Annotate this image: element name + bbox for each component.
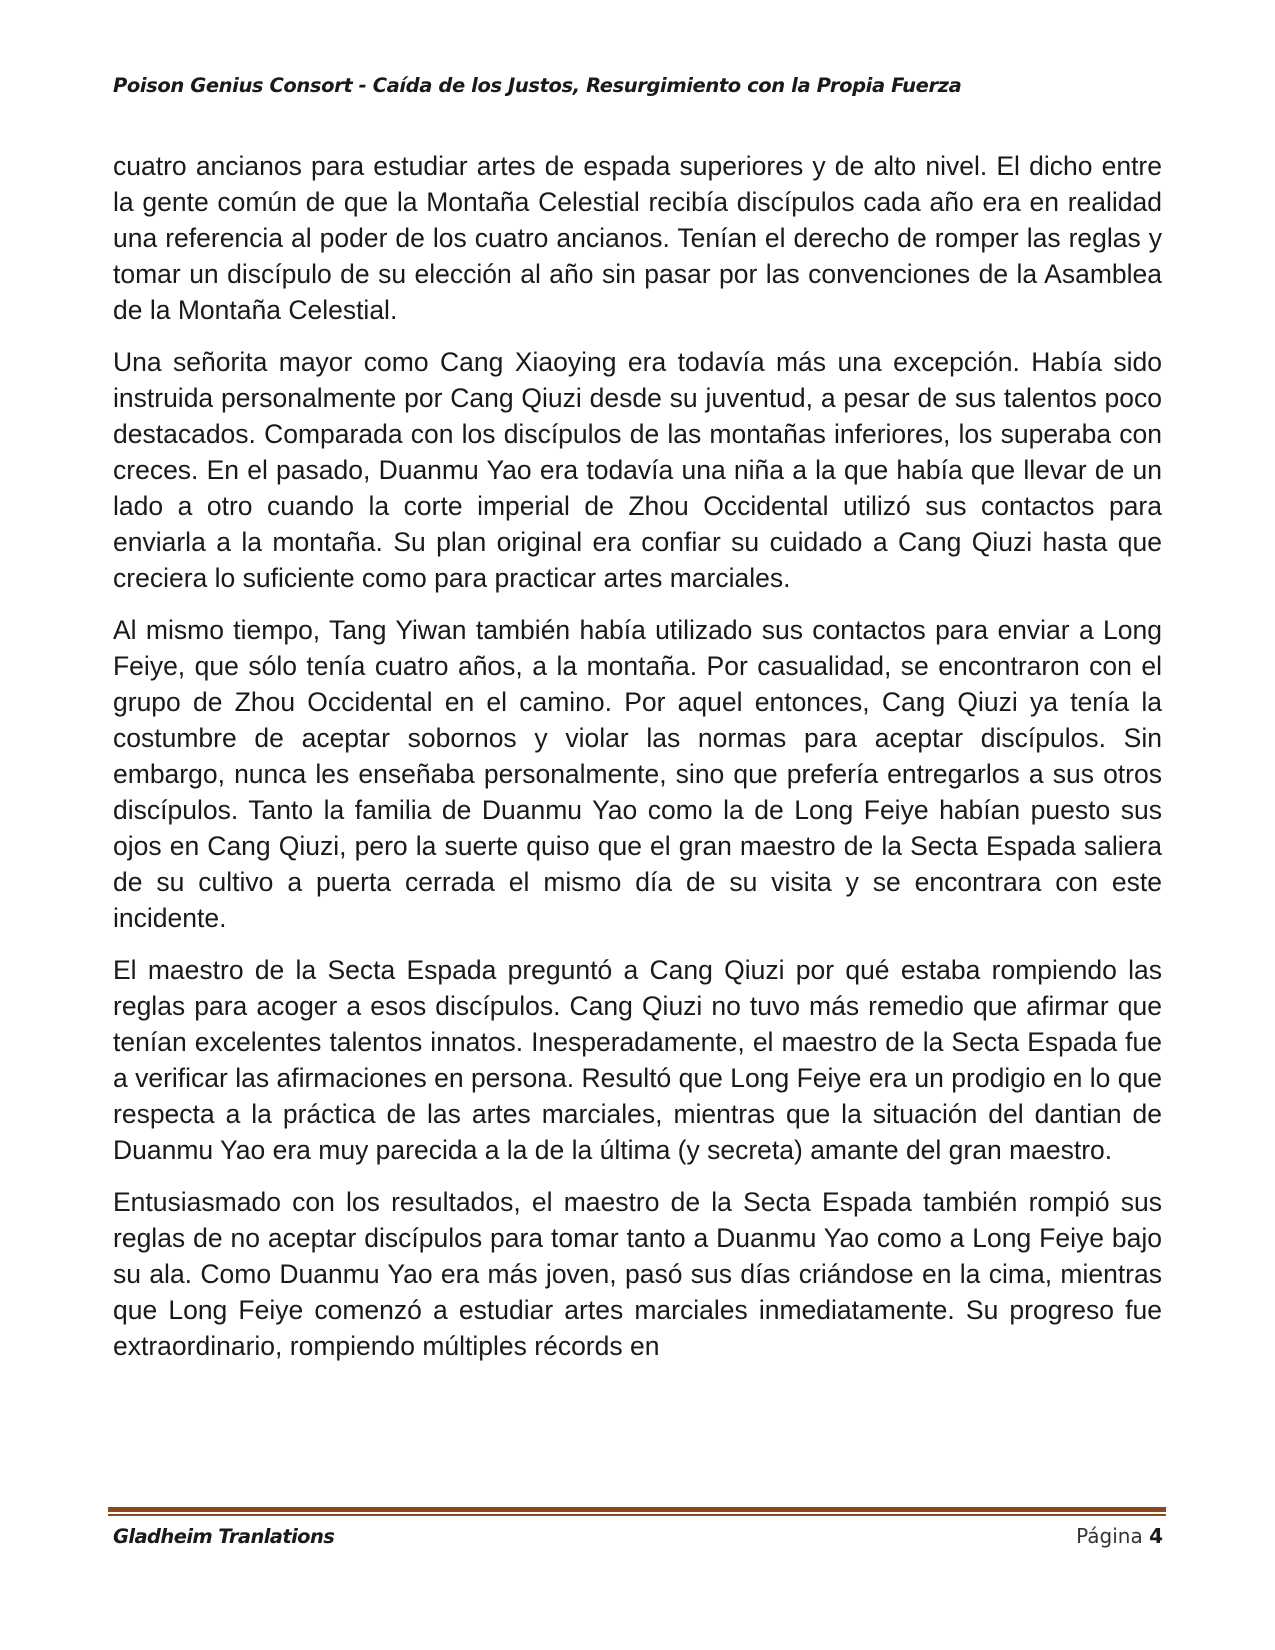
page-number-block xyxy=(1076,1524,1163,1548)
page-label: Página xyxy=(1076,1524,1143,1548)
paragraph: Una señorita mayor como Cang Xiaoying era todavía más una excepción. Había sido instruida personalmente por Cang Qiuzi desde su juventud, a pesar de sus talentos poco destacados. Comparada con los discípulos de las montañas inferiores, los superaba con creces. En el pasado, Duanmu Yao era todavía una niña a la que había que llevar de un lado a otro cuando la corte imperial de Zhou Occidental utilizó sus contactos para enviarla a la montaña. Su plan original era confiar su cuidado a Cang Qiuzi hasta que creciera lo suficiente como para practicar artes marciales. xyxy=(113,347,1162,593)
page-body xyxy=(113,148,1162,1380)
paragraph: El maestro de la Secta Espada preguntó a Cang Qiuzi por qué estaba rompiendo las reglas para acoger a esos discípulos. Cang Qiuzi no tuvo más remedio que afirmar que tenían excelentes talentos innatos. Inesperadamente, el maestro de la Secta Espada fue a verificar las afirmaciones en persona. Resultó que Long Feiye era un prodigio en lo que respecta a la práctica de las artes marciales, mientras que la situación del dantian de Duanmu Yao era muy parecida a la de la última (y secreta) amante del gran maestro. xyxy=(113,955,1162,1165)
paragraph: Entusiasmado con los resultados, el maestro de la Secta Espada también rompió sus reglas de no aceptar discípulos para tomar tanto a Duanmu Yao como a Long Feiye bajo su ala. Como Duanmu Yao era más joven, pasó sus días criándose en la cima, mientras que Long Feiye comenzó a estudiar artes marciales inmediatamente. Su progreso fue extraordinario, rompiendo múltiples récords en xyxy=(113,1187,1162,1361)
footer-divider xyxy=(108,1507,1166,1516)
page-number: 4 xyxy=(1149,1524,1163,1548)
paragraph: Al mismo tiempo, Tang Yiwan también había utilizado sus contactos para enviar a Long Feiye, que sólo tenía cuatro años, a la montaña. Por casualidad, se encontraron con el grupo de Zhou Occidental en el camino. Por aquel entonces, Cang Qiuzi ya tenía la costumbre de aceptar sobornos y violar las normas para aceptar discípulos. Sin embargo, nunca les enseñaba personalmente, sino que prefería entregarlos a sus otros discípulos. Tanto la familia de Duanmu Yao como la de Long Feiye habían puesto sus ojos en Cang Qiuzi, pero la suerte quiso que el gran maestro de la Secta Espada saliera de su cultivo a puerta cerrada el mismo día de su visita y se encontrara con este incidente. xyxy=(113,615,1162,933)
paragraph: cuatro ancianos para estudiar artes de espada superiores y de alto nivel. El dicho entre la gente común de que la Montaña Celestial recibía discípulos cada año era en realidad una referencia al poder de los cuatro ancianos. Tenían el derecho de romper las reglas y tomar un discípulo de su elección al año sin pasar por las convenciones de la Asamblea de la Montaña Celestial. xyxy=(113,151,1162,325)
footer-divider-thin xyxy=(108,1514,1166,1516)
running-header: Poison Genius Consort - Caída de los Justos, Resurgimiento con la Propia Fuerza xyxy=(113,74,962,97)
footer-divider-thick xyxy=(108,1507,1166,1512)
footer-credit: Gladheim Tranlations xyxy=(113,1525,335,1548)
